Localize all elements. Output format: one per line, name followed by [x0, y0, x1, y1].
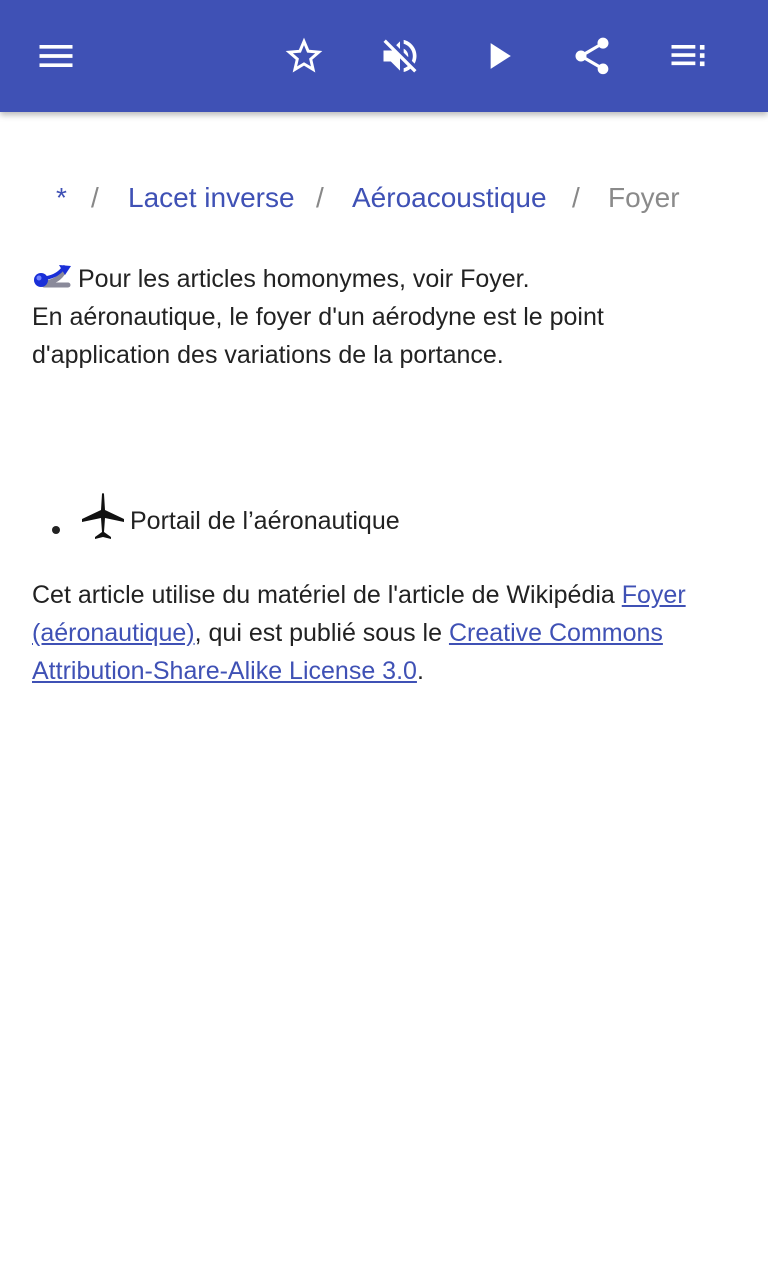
portal-label: Portail de l’aéronautique	[130, 507, 400, 535]
portal-list	[32, 480, 736, 540]
intro-paragraph: En aéronautique, le foyer d'un aérodyne est le point d'application des variations de la portance.	[32, 303, 604, 369]
breadcrumb-item-current: Foyer	[608, 182, 680, 213]
homonym-paragraph	[32, 260, 736, 298]
breadcrumb-separator: /	[572, 182, 580, 213]
top-toolbar	[0, 0, 768, 112]
volume-off-icon	[378, 34, 422, 78]
star-outline-icon	[282, 34, 326, 78]
license-paragraph	[32, 576, 736, 690]
play-button[interactable]	[466, 24, 530, 88]
breadcrumb-item-lacet-inverse[interactable]: Lacet inverse	[128, 182, 295, 213]
license-mid: , qui est publié sous le	[194, 619, 449, 647]
list-item	[32, 480, 736, 540]
breadcrumb-separator: /	[91, 182, 99, 213]
mute-button[interactable]	[368, 24, 432, 88]
contents-button[interactable]	[656, 24, 720, 88]
favorite-button[interactable]	[272, 24, 336, 88]
bullet	[52, 526, 60, 534]
license-link[interactable]: Creative Commons Attribution-Share-Alike License 3.0	[32, 619, 663, 685]
share-button[interactable]	[560, 24, 624, 88]
airplane-icon	[80, 492, 126, 540]
article-content	[32, 260, 736, 690]
license-suffix: .	[416, 657, 424, 685]
share-icon	[570, 34, 614, 78]
breadcrumb-item-aeroacoustique[interactable]: Aéroacoustique	[352, 182, 547, 213]
menu-button[interactable]	[24, 24, 88, 88]
breadcrumb-separator: /	[316, 182, 324, 213]
menu-icon	[34, 34, 78, 78]
playlist-icon	[666, 34, 710, 78]
breadcrumb-item-root[interactable]: *	[56, 182, 67, 213]
play-icon	[476, 34, 520, 78]
disambiguation-icon	[32, 261, 72, 291]
license-prefix: Cet article utilise du matériel de l'article de Wikipédia	[32, 581, 622, 609]
homonym-note: Pour les articles homonymes, voir Foyer.	[78, 265, 530, 293]
source-article-link[interactable]: Foyer (aéronautique)	[32, 581, 686, 647]
